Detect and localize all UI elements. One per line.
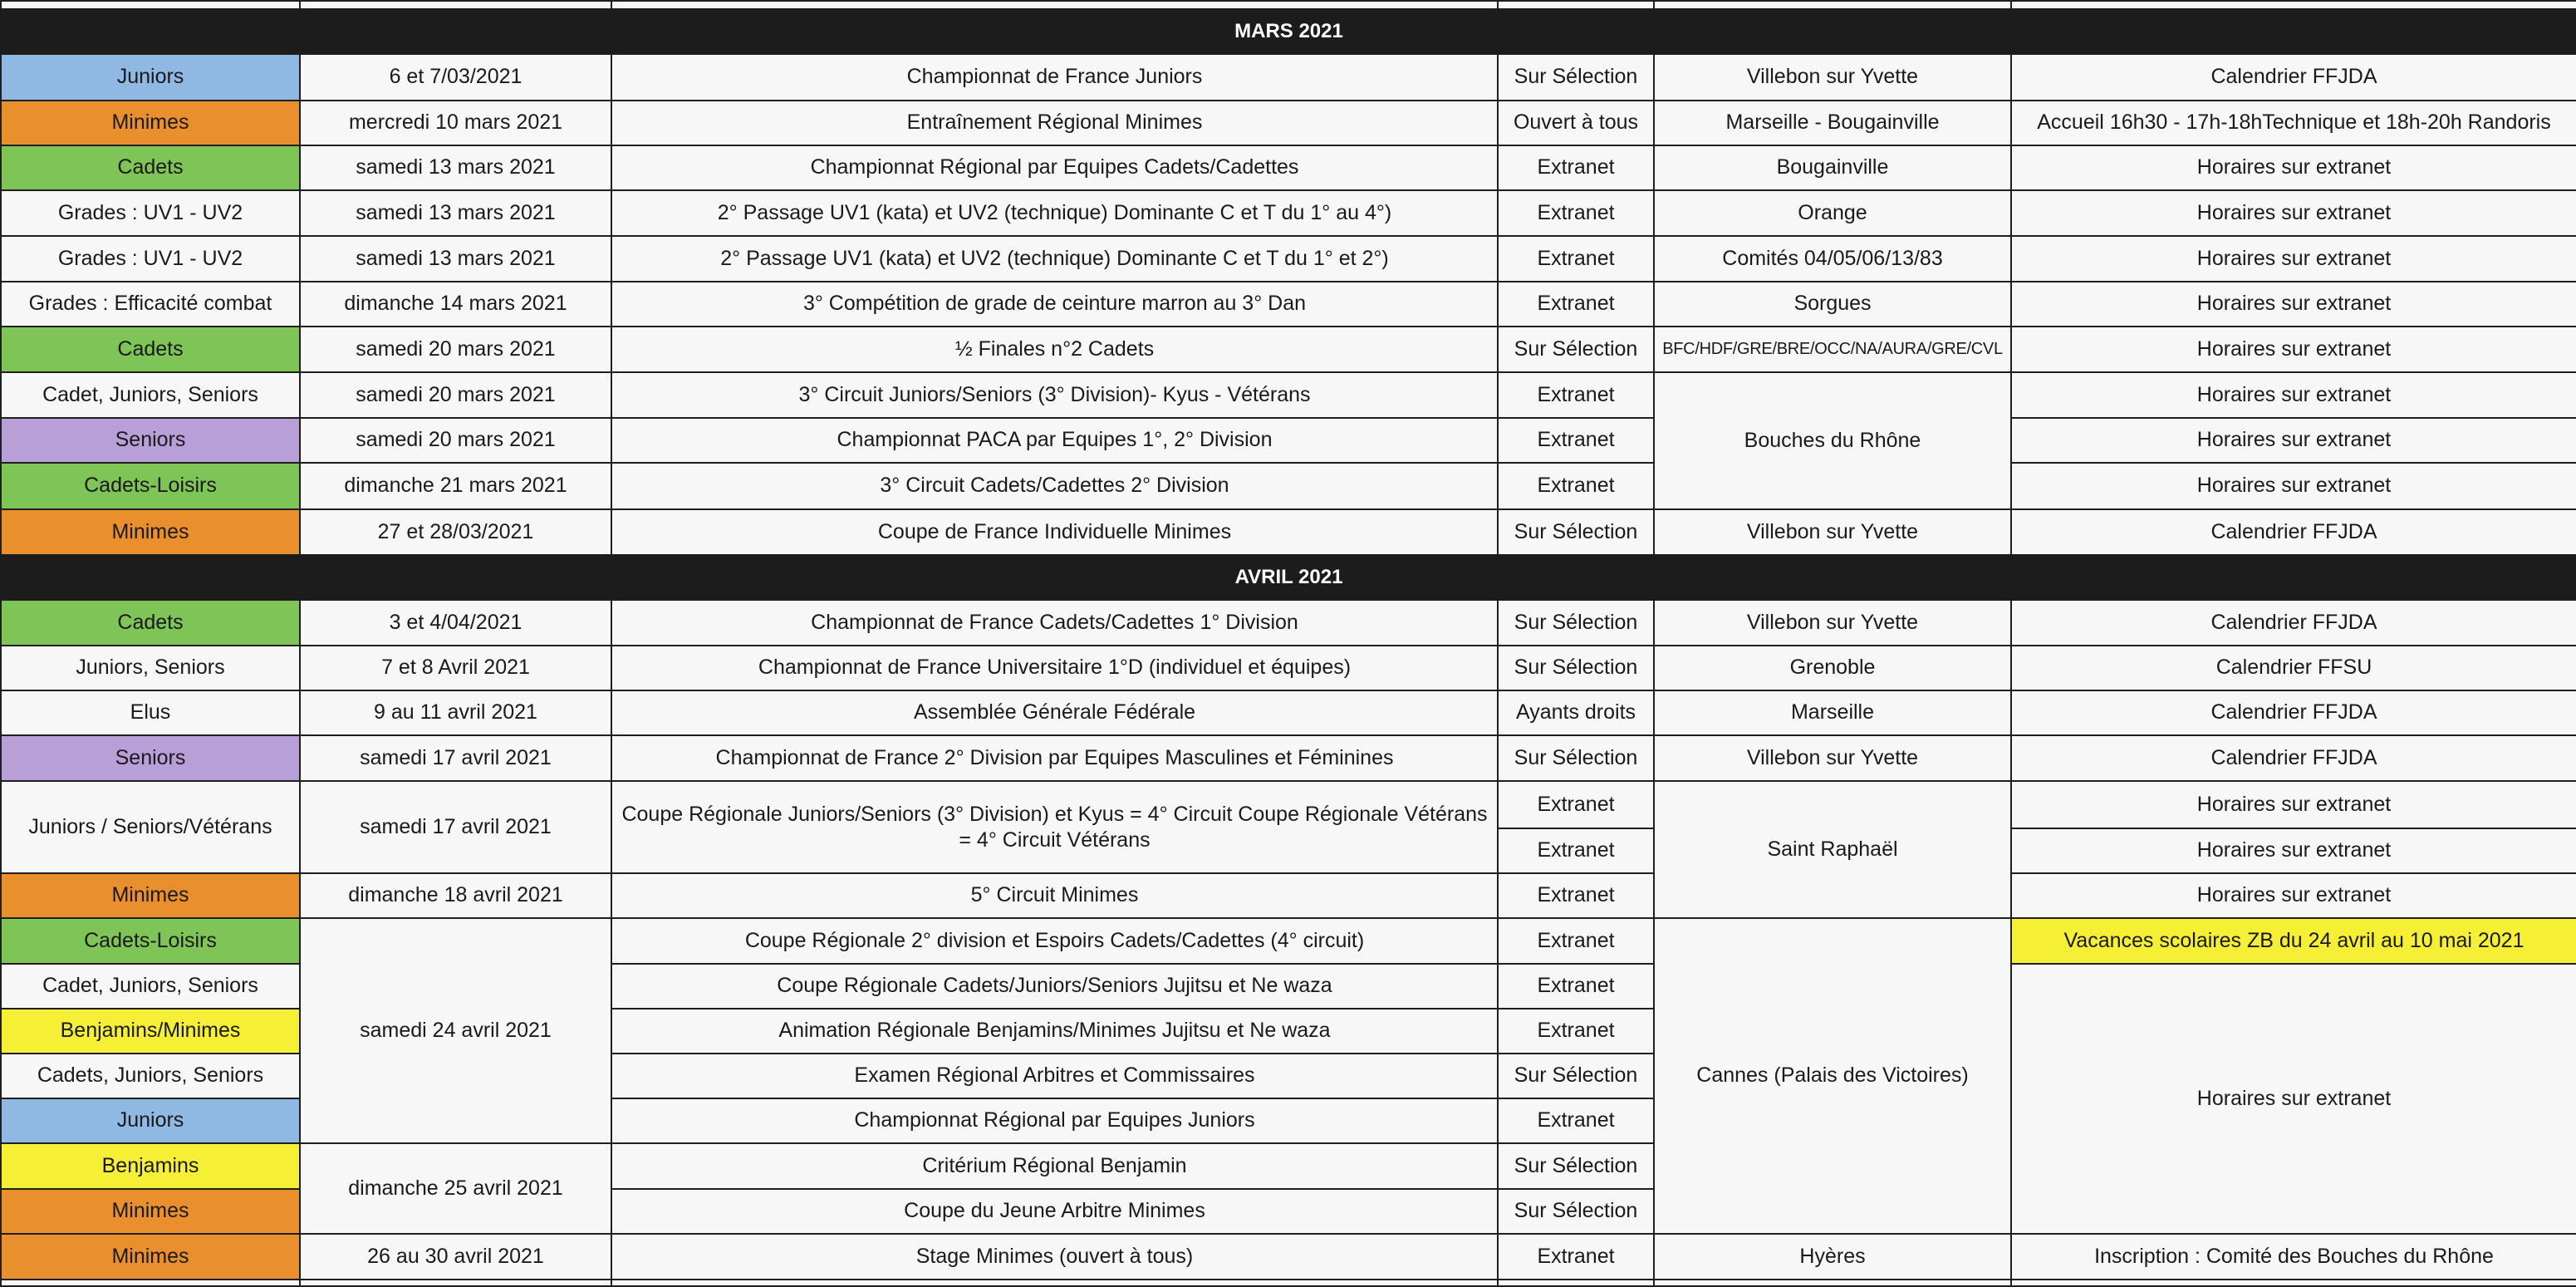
info-cell: Horaires sur extranet: [2010, 235, 2576, 282]
category-cell: Cadets: [0, 326, 301, 373]
access-cell: Extranet: [1497, 145, 1655, 191]
location-cell: Cannes (Palais des Victoires): [1653, 917, 2012, 1235]
info-cell: Horaires sur extranet: [2010, 780, 2576, 829]
event-cell: 3° Compétition de grade de ceinture marron au 3° Dan: [611, 281, 1499, 327]
date-cell: samedi 17 avril 2021: [299, 780, 612, 874]
access-cell: Sur Sélection: [1497, 53, 1655, 101]
date-cell: 27 et 28/03/2021: [299, 508, 612, 556]
date-cell: samedi 24 avril 2021: [299, 917, 612, 1144]
category-cell: Grades : UV1 - UV2: [0, 235, 301, 282]
category-cell: Minimes: [0, 100, 301, 146]
date-cell: 26 au 30 avril 2021: [299, 1233, 612, 1280]
info-cell: Calendrier FFJDA: [2010, 690, 2576, 736]
access-cell: Extranet: [1497, 462, 1655, 510]
access-cell: Extranet: [1497, 1233, 1655, 1280]
access-cell: Extranet: [1497, 417, 1655, 464]
event-cell: 3° Circuit Cadets/Cadettes 2° Division: [611, 462, 1499, 510]
info-cell: Calendrier FFJDA: [2010, 734, 2576, 782]
footer-sliver-cell: [0, 1279, 301, 1287]
event-cell: Championnat de France Universitaire 1°D (individuel et équipes): [611, 645, 1499, 691]
date-cell: samedi 13 mars 2021: [299, 235, 612, 282]
location-cell: Hyères: [1653, 1233, 2012, 1280]
event-cell: 2° Passage UV1 (kata) et UV2 (technique) Dominante C et T du 1° et 2°): [611, 235, 1499, 282]
access-cell: Sur Sélection: [1497, 326, 1655, 373]
info-cell: Horaires sur extranet: [2010, 462, 2576, 510]
category-cell: Cadets, Juniors, Seniors: [0, 1053, 301, 1099]
info-cell: Calendrier FFSU: [2010, 645, 2576, 691]
info-cell: Horaires sur extranet: [2010, 326, 2576, 373]
event-cell: Examen Régional Arbitres et Commissaires: [611, 1053, 1499, 1099]
location-cell: Marseille: [1653, 690, 2012, 736]
category-cell: Juniors, Seniors: [0, 645, 301, 691]
info-cell: Horaires sur extranet: [2010, 417, 2576, 464]
category-cell: Cadets-Loisirs: [0, 462, 301, 510]
date-cell: 6 et 7/03/2021: [299, 53, 612, 101]
info-cell: Horaires sur extranet: [2010, 828, 2576, 874]
location-cell: Villebon sur Yvette: [1653, 734, 2012, 782]
month-header: AVRIL 2021: [0, 554, 2576, 601]
event-cell: Entraînement Régional Minimes: [611, 100, 1499, 146]
event-cell: Coupe Régionale Cadets/Juniors/Seniors Jujitsu et Ne waza: [611, 963, 1499, 1009]
date-cell: dimanche 18 avril 2021: [299, 872, 612, 919]
location-cell: Villebon sur Yvette: [1653, 53, 2012, 101]
access-cell: Ayants droits: [1497, 690, 1655, 736]
category-cell: Elus: [0, 690, 301, 736]
date-cell: dimanche 21 mars 2021: [299, 462, 612, 510]
date-cell: 9 au 11 avril 2021: [299, 690, 612, 736]
vacation-notice: Vacances scolaires ZB du 24 avril au 10 mai 2021: [2010, 917, 2576, 965]
footer-sliver-cell: [2010, 1279, 2576, 1287]
date-cell: samedi 17 avril 2021: [299, 734, 612, 782]
access-cell: Extranet: [1497, 235, 1655, 282]
category-cell: Minimes: [0, 508, 301, 556]
location-cell: Marseille - Bougainville: [1653, 100, 2012, 146]
event-cell: ½ Finales n°2 Cadets: [611, 326, 1499, 373]
date-cell: mercredi 10 mars 2021: [299, 100, 612, 146]
event-cell: Coupe du Jeune Arbitre Minimes: [611, 1188, 1499, 1235]
footer-sliver-cell: [611, 1279, 1499, 1287]
access-cell: Ouvert à tous: [1497, 100, 1655, 146]
location-cell: Grenoble: [1653, 645, 2012, 691]
access-cell: Extranet: [1497, 1098, 1655, 1144]
category-cell: Grades : Efficacité combat: [0, 281, 301, 327]
location-cell: Villebon sur Yvette: [1653, 599, 2012, 646]
category-cell: Minimes: [0, 872, 301, 919]
category-cell: Cadets-Loisirs: [0, 917, 301, 965]
info-cell: Horaires sur extranet: [2010, 963, 2576, 1235]
category-cell: Seniors: [0, 417, 301, 464]
info-cell: Calendrier FFJDA: [2010, 599, 2576, 646]
event-cell: Championnat Régional par Equipes Cadets/Cadettes: [611, 145, 1499, 191]
category-cell: Grades : UV1 - UV2: [0, 189, 301, 237]
info-cell: Horaires sur extranet: [2010, 371, 2576, 419]
access-cell: Sur Sélection: [1497, 734, 1655, 782]
access-cell: Extranet: [1497, 189, 1655, 237]
info-cell: Horaires sur extranet: [2010, 872, 2576, 919]
access-cell: Extranet: [1497, 1008, 1655, 1054]
event-cell: Critérium Régional Benjamin: [611, 1142, 1499, 1190]
access-cell: Extranet: [1497, 780, 1655, 829]
access-cell: Extranet: [1497, 963, 1655, 1009]
date-cell: samedi 20 mars 2021: [299, 417, 612, 464]
date-cell: 3 et 4/04/2021: [299, 599, 612, 646]
location-cell: Villebon sur Yvette: [1653, 508, 2012, 556]
footer-sliver-cell: [299, 1279, 612, 1287]
event-cell: Coupe Régionale Juniors/Seniors (3° Division) et Kyus = 4° Circuit Coupe Régionale Vétérans = 4° Circuit Vétérans: [611, 780, 1499, 874]
date-cell: dimanche 14 mars 2021: [299, 281, 612, 327]
info-cell: Accueil 16h30 - 17h-18hTechnique et 18h-20h Randoris: [2010, 100, 2576, 146]
info-cell: Horaires sur extranet: [2010, 145, 2576, 191]
location-cell: Bougainville: [1653, 145, 2012, 191]
event-cell: Animation Régionale Benjamins/Minimes Jujitsu et Ne waza: [611, 1008, 1499, 1054]
category-cell: Benjamins: [0, 1142, 301, 1190]
date-cell: samedi 13 mars 2021: [299, 189, 612, 237]
category-cell: Juniors / Seniors/Vétérans: [0, 780, 301, 874]
category-cell: Minimes: [0, 1188, 301, 1235]
event-cell: Coupe de France Individuelle Minimes: [611, 508, 1499, 556]
access-cell: Extranet: [1497, 281, 1655, 327]
date-cell: dimanche 25 avril 2021: [299, 1142, 612, 1235]
info-cell: Calendrier FFJDA: [2010, 53, 2576, 101]
event-cell: Championnat de France 2° Division par Equipes Masculines et Féminines: [611, 734, 1499, 782]
category-cell: Cadets: [0, 599, 301, 646]
location-cell: Bouches du Rhône: [1653, 371, 2012, 510]
access-cell: Extranet: [1497, 371, 1655, 419]
date-cell: samedi 20 mars 2021: [299, 371, 612, 419]
category-cell: Minimes: [0, 1233, 301, 1280]
location-cell: BFC/HDF/GRE/BRE/OCC/NA/AURA/GRE/CVL: [1653, 326, 2012, 373]
month-header: MARS 2021: [0, 8, 2576, 55]
access-cell: Extranet: [1497, 917, 1655, 965]
info-cell: Calendrier FFJDA: [2010, 508, 2576, 556]
info-cell: Horaires sur extranet: [2010, 281, 2576, 327]
event-cell: Championnat PACA par Equipes 1°, 2° Division: [611, 417, 1499, 464]
event-cell: 5° Circuit Minimes: [611, 872, 1499, 919]
access-cell: Sur Sélection: [1497, 1053, 1655, 1099]
event-cell: Assemblée Générale Fédérale: [611, 690, 1499, 736]
event-cell: Championnat de France Juniors: [611, 53, 1499, 101]
access-cell: Sur Sélection: [1497, 1188, 1655, 1235]
event-cell: Championnat de France Cadets/Cadettes 1° Division: [611, 599, 1499, 646]
category-cell: Seniors: [0, 734, 301, 782]
access-cell: Sur Sélection: [1497, 599, 1655, 646]
event-cell: 2° Passage UV1 (kata) et UV2 (technique) Dominante C et T du 1° au 4°): [611, 189, 1499, 237]
access-cell: Extranet: [1497, 872, 1655, 919]
access-cell: Extranet: [1497, 828, 1655, 874]
event-cell: Championnat Régional par Equipes Juniors: [611, 1098, 1499, 1144]
event-cell: 3° Circuit Juniors/Seniors (3° Division)- Kyus - Vétérans: [611, 371, 1499, 419]
access-cell: Sur Sélection: [1497, 508, 1655, 556]
date-cell: samedi 13 mars 2021: [299, 145, 612, 191]
access-cell: Sur Sélection: [1497, 1142, 1655, 1190]
info-cell: Horaires sur extranet: [2010, 189, 2576, 237]
date-cell: samedi 20 mars 2021: [299, 326, 612, 373]
access-cell: Sur Sélection: [1497, 645, 1655, 691]
category-cell: Cadet, Juniors, Seniors: [0, 371, 301, 419]
event-cell: Stage Minimes (ouvert à tous): [611, 1233, 1499, 1280]
date-cell: 7 et 8 Avril 2021: [299, 645, 612, 691]
location-cell: Comités 04/05/06/13/83: [1653, 235, 2012, 282]
category-cell: Benjamins/Minimes: [0, 1008, 301, 1054]
location-cell: Sorgues: [1653, 281, 2012, 327]
category-cell: Cadet, Juniors, Seniors: [0, 963, 301, 1009]
category-cell: Juniors: [0, 1098, 301, 1144]
location-cell: Saint Raphaël: [1653, 780, 2012, 919]
category-cell: Cadets: [0, 145, 301, 191]
location-cell: Orange: [1653, 189, 2012, 237]
footer-sliver-cell: [1497, 1279, 1655, 1287]
info-cell: Inscription : Comité des Bouches du Rhône: [2010, 1233, 2576, 1280]
event-cell: Coupe Régionale 2° division et Espoirs Cadets/Cadettes (4° circuit): [611, 917, 1499, 965]
category-cell: Juniors: [0, 53, 301, 101]
footer-sliver-cell: [1653, 1279, 2012, 1287]
